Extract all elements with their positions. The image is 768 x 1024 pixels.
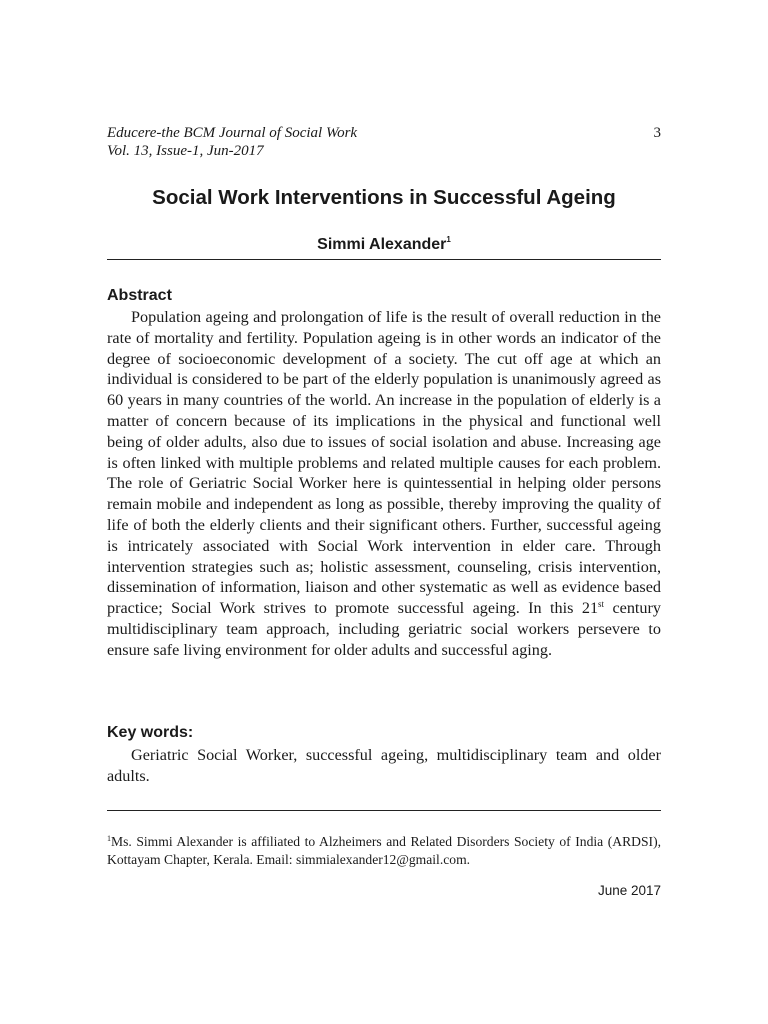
keywords-body: Geriatric Social Worker, successful ageing, multidisciplinary team and older adults. <box>107 746 661 785</box>
abstract-heading: Abstract <box>107 287 172 304</box>
journal-name: Educere-the BCM Journal of Social Work <box>107 125 358 141</box>
author-name: Simmi Alexander <box>317 236 447 253</box>
article-title: Social Work Interventions in Successful Ageing <box>152 186 616 209</box>
author-line <box>107 229 661 256</box>
keywords-heading: Key words: <box>107 724 194 741</box>
abstract-text-part-2: century multidisciplinary team approach, including geriatric social workers persevere to ensure safe living environment for older adults and successful aging. <box>107 599 662 659</box>
footer-date: June 2017 <box>597 883 661 898</box>
footnote-mark: 1 <box>107 834 111 843</box>
top-divider <box>107 259 661 260</box>
journal-volume: Vol. 13, Issue-1, Jun-2017 <box>107 143 264 159</box>
ordinal-superscript: st <box>598 599 605 610</box>
page-number: 3 <box>653 125 661 141</box>
footnote-text: Ms. Simmi Alexander is affiliated to Alzheimers and Related Disorders Society of India (ARDSI), Kottayam Chapter, Kerala. Email: simmialexander12@gmail.com. <box>107 834 661 867</box>
author-footnote-mark: 1 <box>446 235 451 244</box>
abstract-text-part-1: Population ageing and prolongation of life is the result of overall reduction in the rate of mortality and fertility. Population ageing is in other words an indicator of the degree of socioeconomic development of a society. The cut off age at which an individual is considered to be part of the elderly population is unanimously agreed as 60 years in many countries of the world. An increase in the population of elderly is a matter of concern because of its implications in the physical and functional well being of older adults, also due to issues of social isolation and abuse. Increasing age is often linked with multiple problems and related multiple causes for each problem. The role of Geriatric Social Worker here is quintessential in helping older persons remain mobile and independent as long as possible, thereby improving the quality of life of both the elderly clients and their significant others. Further, successful ageing is intricately associated with Social Work intervention in elder care. Through intervention strategies such as; holistic assessment, counseling, crisis intervention, dissemination of information, liaison and other systematic as well as evidence based practice; Social Work strives to promote successful ageing. In this 21 <box>107 308 661 618</box>
footnote <box>107 833 661 869</box>
running-head <box>107 124 661 160</box>
footnote-divider <box>107 810 661 811</box>
abstract-body <box>107 307 661 661</box>
